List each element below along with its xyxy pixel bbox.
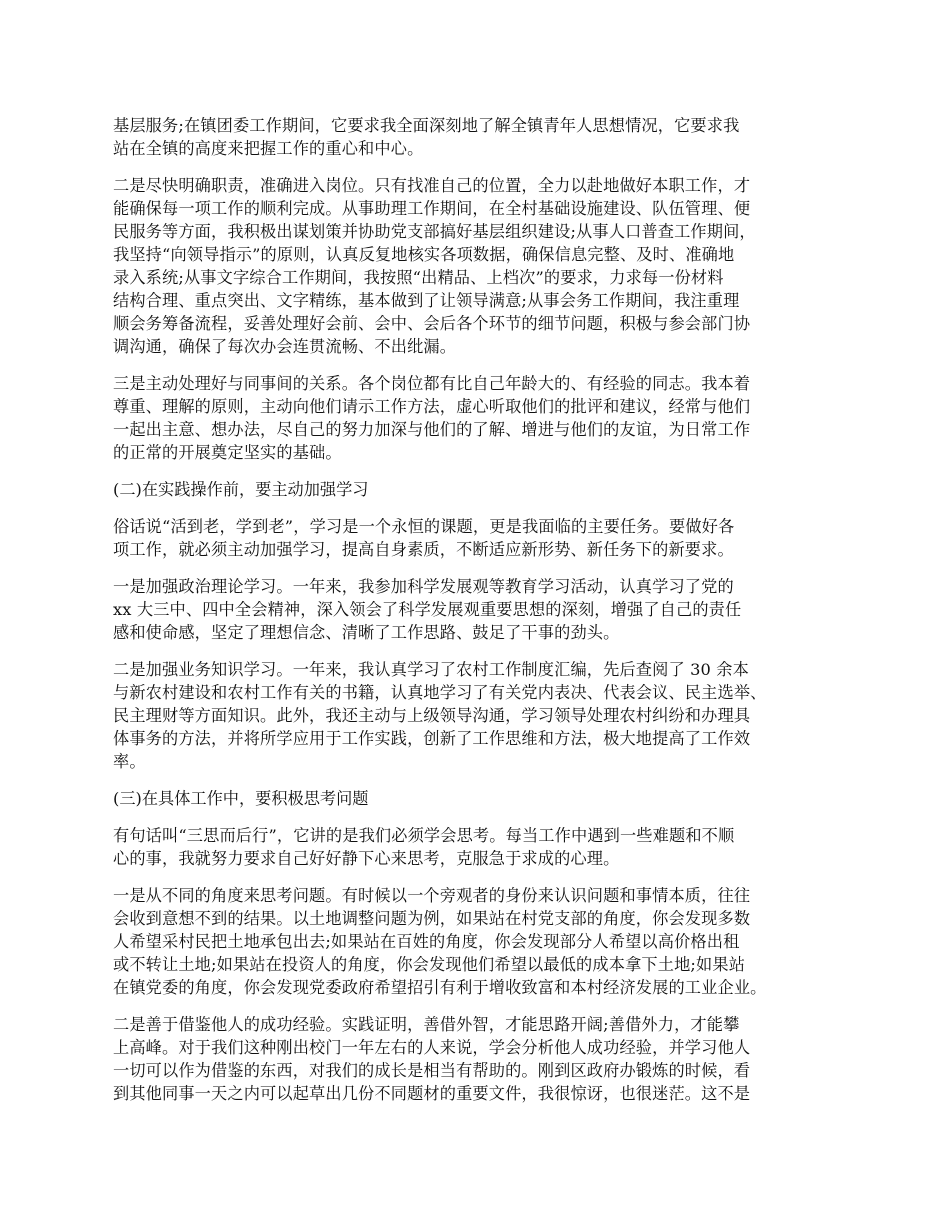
text-line: 俗话说“活到老，学到老”，学习是一个永恒的课题，更是我面临的主要任务。要做好各 — [113, 517, 735, 536]
text-line: 录入系统;从事文字综合工作期间，我按照“出精品、上档次”的要求，力求每一份材料 — [113, 268, 724, 287]
text-line: 一起出主意、想办法，尽自己的努力加深与他们的了解、增进与他们的友谊，为日常工作 — [113, 420, 751, 439]
text-line: 人希望采村民把土地承包出去;如果站在百姓的角度，你会发现部分人希望以高价格出租 — [113, 932, 740, 951]
text-line: 或不转让土地;如果站在投资人的角度，你会发现他们希望以最低的成本拿下土地;如果站 — [113, 955, 746, 974]
text-line: 能确保每一项工作的顺利完成。从事助理工作期间，在全村基础设施建设、队伍管理、便 — [113, 199, 751, 218]
text-line: 在镇党委的角度，你会发现党委政府希望招引有利于增收致富和本村经济发展的工业企业。 — [113, 978, 767, 997]
text-line: 与新农村建设和农村工作有关的书籍，认真地学习了有关党内表决、代表会议、民主选举、 — [113, 683, 767, 702]
paragraph-learn-from-others — [113, 1013, 845, 1105]
paragraph-grassroots-service — [113, 114, 845, 160]
text-line: 会收到意想不到的结果。以土地调整问题为例，如果站在村党支部的角度，你会发现多数 — [113, 909, 751, 928]
text-line: 民主理财等方面知识。此外，我还主动与上级领导沟通，学习领导处理农村纠纷和办理具 — [113, 706, 751, 725]
text-line: 体事务的方法，并将所学应用于工作实践，创新了工作思维和方法，极大地提高了工作效 — [113, 729, 751, 748]
paragraph-different-angles — [113, 884, 845, 999]
paragraph-think-before-act — [113, 824, 845, 870]
text-line: 顺会务筹备流程，妥善处理好会前、会中、会后各个环节的细节问题，积极与参会部门协 — [113, 314, 751, 333]
text-line: 到其他同事一天之内可以起草出几份不同题材的重要文件，我很惊讶，也很迷茫。这不是 — [113, 1084, 751, 1103]
paragraph-clarify-duties — [113, 174, 845, 358]
text-line: 一切可以作为借鉴的东西，对我们的成长是相当有帮助的。刚到区政府办锻炼的时候，看 — [113, 1061, 751, 1080]
text-line: xx 大三中、四中全会精神，深入领会了科学发展观重要思想的深刻，增强了自己的责任 — [113, 600, 742, 619]
paragraph-colleague-relations — [113, 372, 845, 464]
text-line: 率。 — [113, 752, 146, 771]
paragraph-business-knowledge — [113, 658, 845, 773]
heading-text: (三)在具体工作中，要积极思考问题 — [113, 789, 369, 808]
text-line: 二是尽快明确职责，准确进入岗位。只有找准自己的位置，全力以赴地做好本职工作，才 — [113, 176, 751, 195]
paragraph-political-theory — [113, 575, 845, 644]
text-line: 二是善于借鉴他人的成功经验。实践证明，善借外智，才能思路开阔;善借外力，才能攀 — [113, 1015, 740, 1034]
text-line: 调沟通，确保了每次办会连贯流畅、不出纰漏。 — [113, 337, 457, 356]
text-line: 上高峰。对于我们这种刚出校门一年左右的人来说，学会分析他人成功经验，并学习他人 — [113, 1038, 751, 1057]
text-line: 尊重、理解的原则，主动向他们请示工作方法，虚心听取他们的批评和建议，经常与他们 — [113, 397, 751, 416]
heading-text: (二)在实践操作前，要主动加强学习 — [113, 480, 369, 499]
text-line: 二是加强业务知识学习。一年来，我认真学习了农村工作制度汇编，先后查阅了 30 余本 — [113, 660, 749, 679]
text-line: 心的事，我就努力要求自己好好静下心来思考，克服急于求成的心理。 — [113, 849, 620, 868]
text-line: 项工作，就必须主动加强学习，提高自身素质，不断适应新形势、新任务下的新要求。 — [113, 540, 734, 559]
text-line: 有句话叫“三思而后行”，它讲的是我们必须学会思考。每当工作中遇到一些难题和不顺 — [113, 826, 735, 845]
text-line: 站在全镇的高度来把握工作的重心和中心。 — [113, 139, 424, 158]
section-heading-thinking — [113, 787, 845, 810]
text-line: 一是从不同的角度来思考问题。有时候以一个旁观者的身份来认识问题和事情本质，往往 — [113, 886, 751, 905]
section-heading-learning — [113, 478, 845, 501]
paragraph-lifelong-learning — [113, 515, 845, 561]
text-line: 的正常的开展奠定坚实的基础。 — [113, 443, 342, 462]
text-line: 结构合理、重点突出、文字精练，基本做到了让领导满意;从事会务工作期间，我注重理 — [113, 291, 740, 310]
text-line: 我坚持“向领导指示”的原则，认真反复地核实各项数据，确保信息完整、及时、准确地 — [113, 245, 735, 264]
text-line: 一是加强政治理论学习。一年来，我参加科学发展观等教育学习活动，认真学习了党的 — [113, 577, 734, 596]
text-line: 感和使命感，坚定了理想信念、清晰了工作思路、鼓足了干事的劲头。 — [113, 623, 620, 642]
text-line: 民服务等方面，我积极出谋划策并协助党支部搞好基层组织建设;从事人口普查工作期间， — [113, 222, 756, 241]
text-line: 基层服务;在镇团委工作期间，它要求我全面深刻地了解全镇青年人思想情况，它要求我 — [113, 116, 740, 135]
text-line: 三是主动处理好与同事间的关系。各个岗位都有比自己年龄大的、有经验的同志。我本着 — [113, 374, 751, 393]
